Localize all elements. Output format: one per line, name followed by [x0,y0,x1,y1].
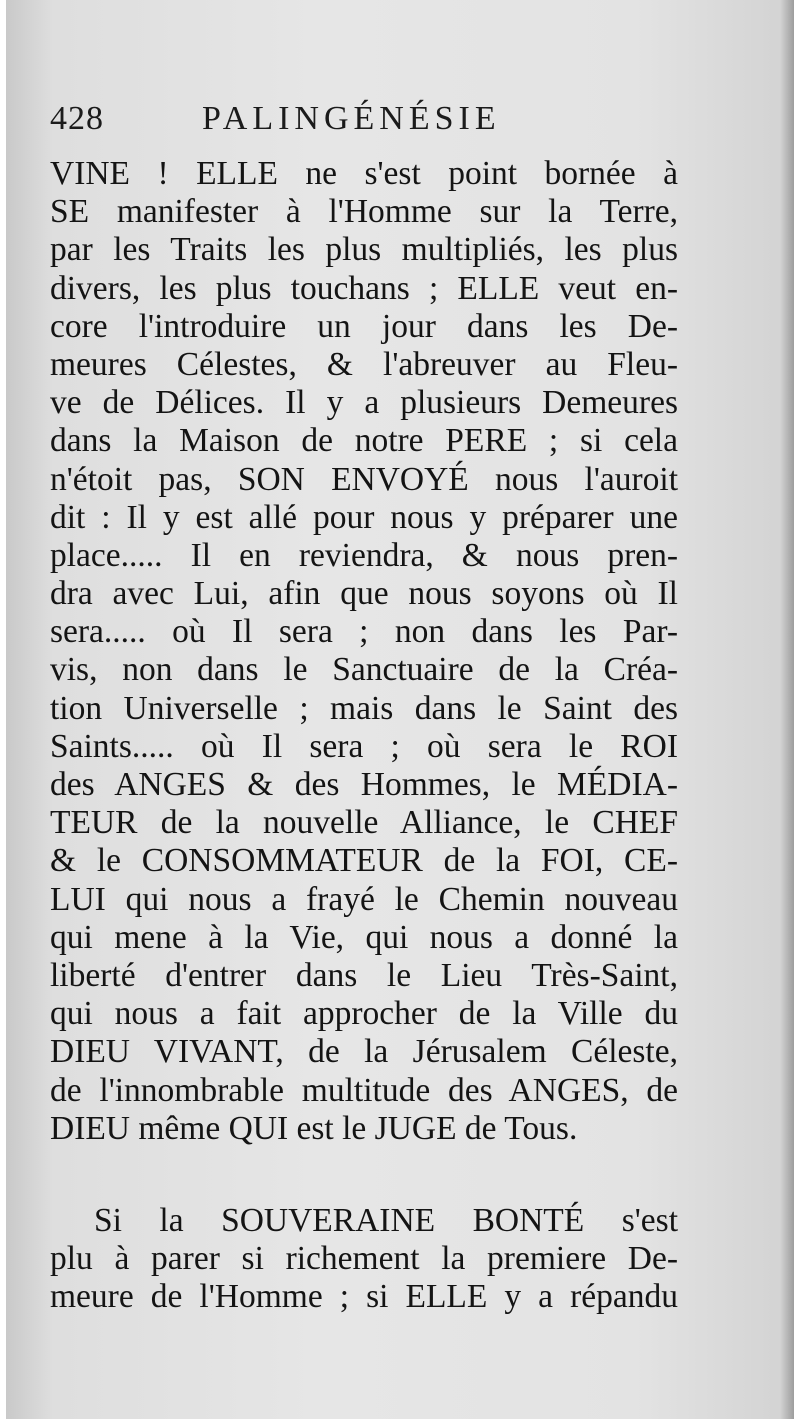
text-line: des ANGES & des Hommes, le MÉDIA- [50,766,678,803]
text-line: liberté d'entrer dans le Lieu Très-Saint, [50,956,678,994]
paragraph-gap [50,1148,678,1202]
text-line: Si la SOUVERAINE BONTÉ s'est [94,1201,678,1239]
text-line: meure de l'Homme ; si ELLE y a répandu [50,1278,678,1316]
page-header [50,100,690,150]
book-page [6,0,794,1419]
text-line: ve de Délices. Il y a plusieurs Demeures [50,384,678,422]
text-line: VINE ! ELLE ne s'est point bornée à [50,155,678,192]
text-line: TEUR de la nouvelle Alliance, le CHEF [50,804,678,842]
running-head: PALINGÉNÉSIE [202,100,501,137]
paragraph-1 [50,155,678,1148]
paragraph-2 [50,1202,678,1317]
text-line: divers, les plus touchans ; ELLE veut en- [50,269,678,307]
body-text [50,155,678,1316]
text-line: tion Universelle ; mais dans le Saint des [50,689,678,727]
page-number: 428 [50,100,104,137]
text-line: DIEU VIVANT, de la Jérusalem Céleste, [50,1033,678,1071]
text-line: LUI qui nous a frayé le Chemin nouveau [50,880,678,918]
text-line: qui mene à la Vie, qui nous a donné la [50,918,678,956]
text-line: DIEU même QUI est le JUGE de Tous. [50,1109,578,1147]
text-line: Saints..... où Il sera ; où sera le ROI [50,727,678,765]
text-line: SE manifester à l'Homme sur la Terre, [50,193,678,231]
text-line: sera..... où Il sera ; non dans les Par- [50,613,678,651]
text-line: place..... Il en reviendra, & nous pren- [50,536,678,574]
text-line: dra avec Lui, afin que nous soyons où Il [50,575,678,613]
text-line: dit : Il y est allé pour nous y préparer une [50,498,678,536]
text-line: core l'introduire un jour dans les De- [50,307,678,345]
text-line: qui nous a fait approcher de la Ville du [50,995,678,1033]
text-line: de l'innombrable multitude des ANGES, de [50,1071,678,1109]
text-line: n'étoit pas, SON ENVOYÉ nous l'auroit [50,460,678,498]
text-line: par les Traits les plus multipliés, les plus [50,231,678,269]
text-line: vis, non dans le Sanctuaire de la Créa- [50,651,678,689]
text-line: dans la Maison de notre PERE ; si cela [50,422,678,460]
text-line: plu à parer si richement la premiere De- [50,1240,678,1278]
text-line: & le CONSOMMATEUR de la FOI, CE- [50,842,678,880]
text-line: meures Célestes, & l'abreuver au Fleu- [50,345,678,383]
